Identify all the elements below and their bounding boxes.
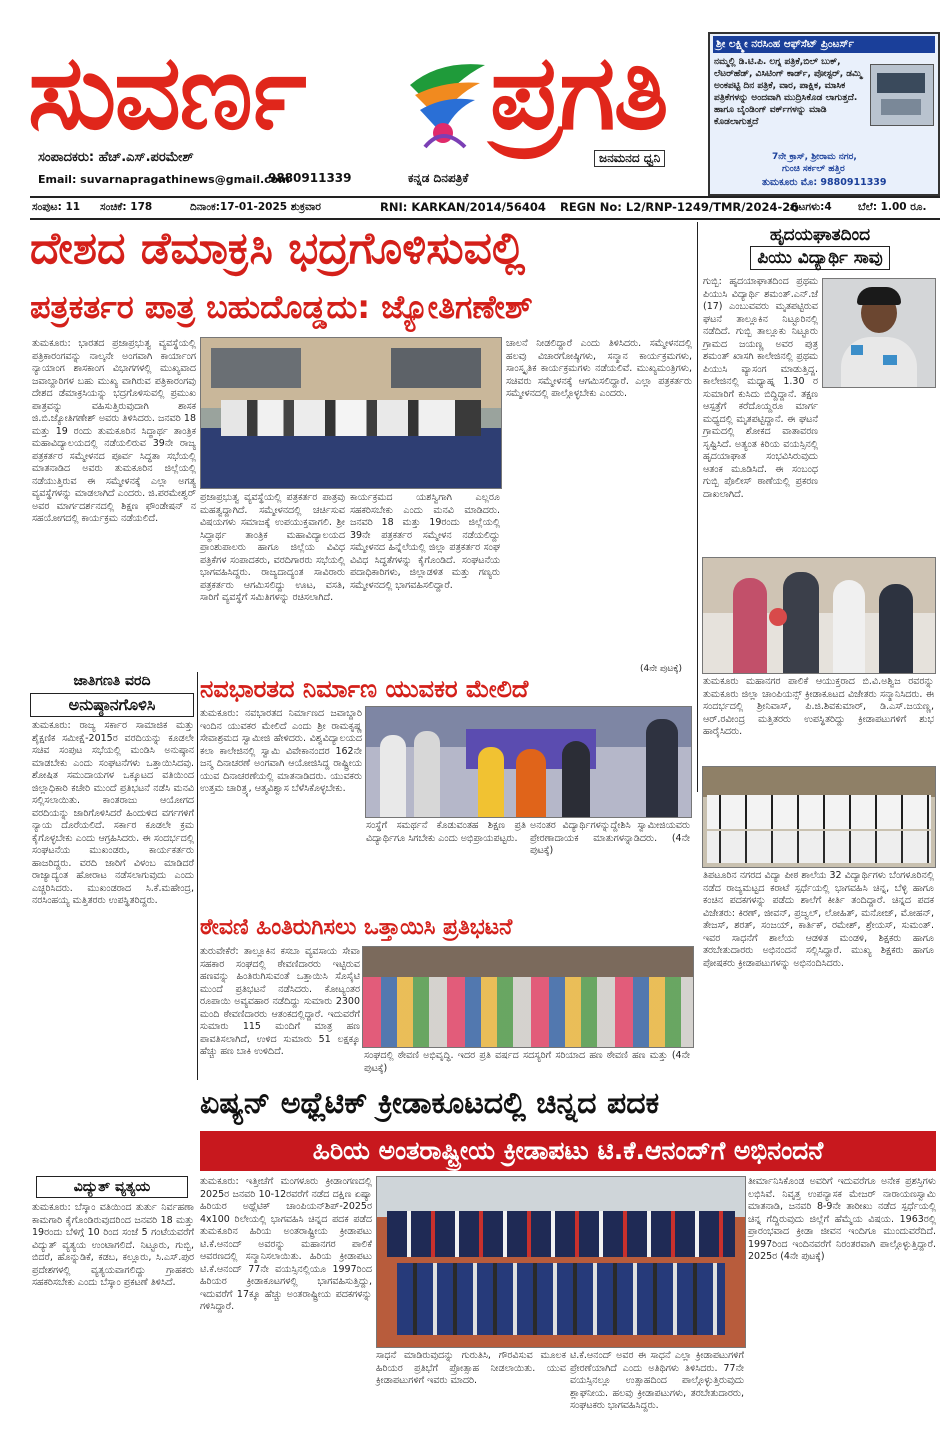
jathi-head: [30, 672, 194, 717]
sports-caption: ಸಾಧನೆ ಮಾಡಿರುವುದನ್ನು ಗುರುತಿಸಿ, ಗೌರವಿಸುವ ಮೂಲಕ ಹಿರಿಯರ ಪ್ರತಿಭೆಗೆ ಪ್ರೋತ್ಸಾಹ ನೀಡಲಾಯಿತು. ಯುವ ಕ್ರೀಡಾಪಟುಗಳಿಗೆ ಇವರು ಮಾದರಿ.: [376, 1350, 566, 1386]
lead-col-3: ಕಾರ್ಯಕ್ರಮದ ಯಶಸ್ವಿಗಾಗಿ ಎಲ್ಲರೂ ಸಹಕರಿಸಬೇಕು ಎಂದು ಮನವಿ ಮಾಡಿದರು. ಜನವರಿ 18 ಮತ್ತು 19ರಂದು ಜಿಲ್ಲೆಯಲ್ಲಿ 39ನೇ ಪತ್ರಕರ್ತರ ಸಮ್ಮೇಳನ ನಡೆಯಲಿದ್ದು ಸಮ್ಮೇಳನದ ಹಿನ್ನೆಲೆಯಲ್ಲಿ ಜಿಲ್ಲಾ ಪತ್ರಕರ್ತರ ಸಂಘ ವಿವಿಧ ಸಿದ್ಧತೆಗಳನ್ನು ಕೈಗೊಂಡಿದೆ. ಸಂಘಟನೆಯ ಪದಾಧಿಕಾರಿಗಳು, ಜಿಲ್ಲಾಡಳಿತ ಮತ್ತು ಗಣ್ಯರು ಸಮ್ಮೇಳನದಲ್ಲಿ ಭಾಗವಹಿಸಲಿದ್ದಾರೆ.: [350, 492, 500, 591]
lead-photo: [200, 337, 502, 489]
youth-caption-1: ಸಂಸ್ಥೆಗೆ ಸಮರ್ಥನೆ ಕೊಡುವಂತಹ ಶಿಕ್ಷಣ ಪ್ರತಿ ವಿದ್ಯಾರ್ಥಿಗೂ ಸಿಗಬೇಕು ಎಂದು ಅಭಿಪ್ರಾಯಪಟ್ಟರು.: [366, 820, 526, 844]
email: Email: suvarnapragathinews@gmail.com: [38, 173, 290, 186]
youth-headline: ನವಭಾರತದ ನಿರ್ಮಾಣ ಯುವಕರ ಮೇಲಿದೆ: [200, 675, 529, 703]
ad-address2: ಗುಂಚಿ ಸರ್ಕಲ್ ಹತ್ತಿರ: [782, 164, 845, 174]
printer-ad: [708, 32, 940, 196]
pages: ಪುಟಗಳು:4: [790, 201, 832, 213]
karate-photo: [702, 766, 936, 868]
youth-photo: [365, 706, 692, 818]
info-bar-rule-top: [30, 196, 940, 198]
lead-headline-2: ಪತ್ರಕರ್ತರ ಪಾತ್ರ ಬಹುದೊಡ್ಡದು: ಜ್ಯೋತಿಗಣೇಶ್: [30, 288, 533, 326]
ad-address3: ತುಮಕೂರು ಮೊ: 9880911339: [762, 177, 887, 188]
student-photo: [822, 278, 936, 388]
protest-text: ತುರುವೇಕೆರೆ: ತಾಲ್ಲೂಕಿನ ಕಸಬಾ ವ್ಯವಸಾಯ ಸೇವಾ ಸಹಕಾರ ಸಂಘದಲ್ಲಿ ಠೇವಣಿದಾರರು ಇಟ್ಟಿರುವ ಹಣವನ್ನು ಹಿಂತಿರುಗಿಸುವಂತೆ ಒತ್ತಾಯಿಸಿ ಸೊಸೈಟಿ ಮುಂದೆ ಪ್ರತಿಭಟನೆ ನಡೆಸಿದರು. ಕೋಟ್ಯಂತರ ರೂಪಾಯಿ ಅವ್ಯವಹಾರ ನಡೆದಿದ್ದು ಸುಮಾರು 2300 ಮಂದಿ ಠೇವಣಿದಾರರು ಆತಂಕದಲ್ಲಿದ್ದಾರೆ. ಇದುವರೆಗೆ ಸುಮಾರು 115 ಮಂದಿಗೆ ಮಾತ್ರ ಹಣ ಪಾವತಿಸಲಾಗಿದೆ, ಉಳಿದ ಸುಮಾರು 51 ಲಕ್ಷಕ್ಕೂ ಹೆಚ್ಚು ಹಣ ಬಾಕಿ ಉಳಿದಿದೆ.: [200, 946, 360, 1057]
protest-photo: [362, 946, 694, 1048]
sports-photo: [376, 1176, 746, 1348]
info-bar: [30, 199, 940, 217]
right-story-head-1: ಹೃದಯಘಾತದಿಂದ: [769, 225, 871, 245]
sports-col-3: ಟಿ.ಕೆ.ಆನಂದ್ ಅವರ ಈ ಸಾಧನೆ ಎಲ್ಲಾ ಕ್ರೀಡಾಪಟುಗಳಿಗೆ ಪ್ರೇರಣೆಯಾಗಿದೆ ಎಂದು ಅತಿಥಿಗಳು ತಿಳಿಸಿದರು. 77ನೇ ವಯಸ್ಸಿನಲ್ಲೂ ಉತ್ಸಾಹದಿಂದ ಪಾಲ್ಗೊಳ್ಳುತ್ತಿರುವುದು ಶ್ಲಾಘನೀಯ. ಹಲವು ಕ್ರೀಡಾಪಟುಗಳು, ತರಬೇತುದಾರರು, ಸಂಘಟಕರು ಭಾಗವಹಿಸಿದ್ದರು.: [570, 1350, 744, 1411]
ad-body: ನಮ್ಮಲ್ಲಿ ಡಿ.ಟಿ.ಪಿ. ಲಗ್ನ ಪತ್ರಿಕೆ,ಬಿಲ್ ಬುಕ್, ಲೆಟರ್‌ಹೆಡ್, ವಿಸಿಟಿಂಗ್ ಕಾರ್ಡ್, ಪೋಸ್ಟರ್, ಡಮ್ಮಿ ಅಂಕಪಟ್ಟಿ ದಿನ ಪತ್ರಿಕೆ, ವಾರ, ಪಾಕ್ಷಿಕ, ಮಾಸಿಕ ಪತ್ರಿಕೆಗಳನ್ನು ಅಂದವಾಗಿ ಮುದ್ರಿಸಿಕೊಡ ಲಾಗುತ್ತದೆ. ಹಾಗೂ ಬೈಂಡಿಂಗ್ ವರ್ಕ್‌ಗಳನ್ನು ಮಾಡಿ ಕೊಡಲಾಗುತ್ತದೆ: [714, 57, 862, 127]
sports-col-4: ತೀರ್ಮಾನಿಸಿಕೊಂಡ ಅವರಿಗೆ ಇದುವರೆಗೂ ಅನೇಕ ಪ್ರಶಸ್ತಿಗಳು ಲಭಿಸಿವೆ. ನಿವೃತ್ತ ಉಪನ್ಯಾಸಕ ಮೇಜರ್ ನಾರಾಯಣಸ್ವಾಮಿ ಮಾತನಾಡಿ, ಜನವರಿ 8-9ನೇ ತಾರೀಖು ನಡೆದ ಸ್ಪರ್ಧೆಯಲ್ಲಿ ಚಿನ್ನ ಗೆದ್ದಿರುವುದು ಜಿಲ್ಲೆಗೆ ಹೆಮ್ಮೆಯ ವಿಷಯ. 1963ರಲ್ಲಿ ಪ್ರಾರಂಭವಾದ ಕ್ರೀಡಾ ಜೀವನ ಇಂದಿಗೂ ಮುಂದುವರೆದಿದೆ. 1997ರಿಂದ ಇಂದಿನವರೆಗೆ ನಿರಂತರವಾಗಿ ಪಾಲ್ಗೊಳ್ಳುತ್ತಿದ್ದಾರೆ. 2025ರ (4ನೇ ಪುಟಕ್ಕೆ): [748, 1176, 936, 1262]
felicitation-caption: ತುಮಕೂರು ಮಹಾನಗರ ಪಾಲಿಕೆ ಆಯುಕ್ತರಾದ ಬಿ.ವಿ.ಅಶ್ವಿಜ ರವರನ್ನು ತುಮಕೂರು ಜಿಲ್ಲಾ ಚಾಂಪಿಯನ್ಸ್ ಕ್ರೀಡಾಕೂಟದ ವಿಜೇತರು ಸನ್ಮಾನಿಸಿದರು. ಈ ಸಂದರ್ಭದಲ್ಲಿ ಶ್ರೀನಿವಾಸ್, ಪಿ.ಜಿ.ಶಿವಕುಮಾರ್, ಡಿ.ಎಸ್.ಜಯಣ್ಣ, ಆರ್.ರವೀಂದ್ರ ಮತ್ತಿತರರು ಉಪಸ್ಥಿತರಿದ್ದು ಕ್ರೀಡಾಪಟುಗಳಿಗೆ ಶುಭ ಹಾರೈಸಿದರು.: [703, 676, 934, 737]
printer-illustration: [870, 64, 934, 126]
info-bar-rule-bottom: [30, 218, 940, 220]
price: ಬೆಲೆ: 1.00 ರೂ.: [858, 201, 927, 213]
masthead-title-right: ಪ್ರಗತಿ: [490, 31, 667, 153]
issue: ಸಂಚಿಕೆ: 178: [100, 201, 153, 213]
protest-headline: ಠೇವಣಿ ಹಿಂತಿರುಗಿಸಲು ಒತ್ತಾಯಿಸಿ ಪ್ರತಿಭಟನೆ: [200, 915, 513, 940]
sports-headline-1: ಏಷ್ಯನ್ ಅಥ್ಲೆಟಿಕ್ ಕ್ರೀಡಾಕೂಟದಲ್ಲಿ ಚಿನ್ನದ ಪದಕ: [200, 1086, 660, 1121]
paper-type: ಕನ್ನಡ ದಿನಪತ್ರಿಕೆ: [408, 171, 469, 185]
right-column-rule: [697, 222, 698, 792]
editor-line: ಸಂಪಾದಕರು: ಹೆಚ್.ಎಸ್.ಪರಮೇಶ್: [38, 150, 194, 165]
power-head: ವಿದ್ಯುತ್ ವ್ಯತ್ಯಯ: [36, 1176, 188, 1198]
lead-col-4: ಚಾಲನೆ ನೀಡಲಿದ್ದಾರೆ ಎಂದು ತಿಳಿಸಿದರು. ಸಮ್ಮೇಳನದಲ್ಲಿ ಹಲವು ವಿಚಾರಗೋಷ್ಠಿಗಳು, ಸನ್ಮಾನ ಕಾರ್ಯಕ್ರಮಗಳು, ಸಾಂಸ್ಕೃತಿಕ ಕಾರ್ಯಕ್ರಮಗಳು ನಡೆಯಲಿವೆ. ಮುಖ್ಯಮಂತ್ರಿಗಳು, ಸಚಿವರು ಸಮ್ಮೇಳನಕ್ಕೆ ಆಗಮಿಸಲಿದ್ದಾರೆ. ಎಲ್ಲಾ ಪತ್ರಕರ್ತರು ಸಮ್ಮೇಳನದಲ್ಲಿ ಪಾಲ್ಗೊಳ್ಳಬೇಕು ಎಂದರು.: [506, 338, 692, 399]
lead-col-2: ಪ್ರಜಾಪ್ರಭುತ್ವ ವ್ಯವಸ್ಥೆಯಲ್ಲಿ ಪತ್ರಕರ್ತರ ಪಾತ್ರವು ಮಹತ್ವದ್ದಾಗಿದೆ. ಸಮ್ಮೇಳನದಲ್ಲಿ ಚರ್ಚಿಸುವ ವಿಷಯಗಳು ಸಮಾಜಕ್ಕೆ ಉಪಯುಕ್ತವಾಗಲಿ. ಶ್ರೀ ಸಿದ್ಧಾರ್ಥ ತಾಂತ್ರಿಕ ಮಹಾವಿದ್ಯಾಲಯದ ಪ್ರಾಂಶುಪಾಲರು ಹಾಗೂ ಜಿಲ್ಲೆಯ ವಿವಿಧ ಪತ್ರಿಕೆಗಳ ಸಂಪಾದಕರು, ವರದಿಗಾರರು ಸಭೆಯಲ್ಲಿ ಭಾಗವಹಿಸಿದ್ದರು. ರಾಜ್ಯದಾದ್ಯಂತ ಸಾವಿರಾರು ಪತ್ರಕರ್ತರು ಆಗಮಿಸಲಿದ್ದು ಊಟ, ವಸತಿ, ಸಾರಿಗೆ ವ್ಯವಸ್ಥೆಗೆ ಸಮಿತಿಗಳನ್ನು ರಚಿಸಲಾಗಿದೆ.: [200, 492, 345, 603]
jathi-head-1: ಜಾತಿಗಣತಿ ವರದಿ: [73, 673, 151, 689]
lead-headline-1: ದೇಶದ ಡೆಮಾಕ್ರಸಿ ಭದ್ರಗೊಳಿಸುವಲ್ಲಿ: [30, 223, 526, 274]
sports-headline-2: ಹಿರಿಯ ಅಂತರಾಷ್ಟ್ರೀಯ ಕ್ರೀಡಾಪಟು ಟಿ.ಕೆ.ಆನಂದ್‌ಗೆ ಅಭಿನಂದನೆ: [200, 1131, 936, 1171]
date: ದಿನಾಂಕ:17-01-2025 ಶುಕ್ರವಾರ: [190, 201, 321, 213]
volume: ಸಂಪುಟ: 11: [32, 201, 81, 213]
lead-col-1: ತುಮಕೂರು: ಭಾರತದ ಪ್ರಜಾಪ್ರಭುತ್ವ ವ್ಯವಸ್ಥೆಯಲ್ಲಿ ಪತ್ರಿಕಾರಂಗವನ್ನು ನಾಲ್ಕನೇ ಅಂಗವಾಗಿ ಕಾರ್ಯಾಂಗ ನ್ಯಾಯಾಂಗ ಶಾಸಕಾಂಗ ವಿಭಾಗಗಳಲ್ಲಿ ಮುಖ್ಯವಾದ ಜವಾಬ್ದಾರಿಗಳ ಬಹು ಮುಖ್ಯ ವಾಗಿರುವ ಪತ್ರಿಕಾರಂಗವು ದೇಶದ ಡೆಮಾಕ್ರಸಿಯನ್ನು ಭದ್ರಗೊಳಿಸುವಲ್ಲಿ ಪ್ರಮುಖ ಪಾತ್ರವನ್ನು ವಹಿಸುತ್ತಿರುವುದಾಗಿ ಶಾಸಕ ಜಿ.ಬಿ.ಜ್ಯೋತಿಗಣೇಶ್ ಅವರು ತಿಳಿಸಿದರು. ಜನವರಿ 18 ಮತ್ತು 19 ರಂದು ತುಮಕೂರಿನ ಸಿದ್ಧಾರ್ಥ ತಾಂತ್ರಿಕ ಮಹಾವಿದ್ಯಾಲಯದಲ್ಲಿ ನಡೆಯಲಿರುವ 39ನೇ ರಾಜ್ಯ ಪತ್ರಕರ್ತರ ಸಮ್ಮೇಳನದ ಪೂರ್ವ ಸಿದ್ಧತಾ ಸಭೆಯಲ್ಲಿ ಮಾತನಾಡಿದ ಅವರು ತುಮಕೂರಿನ ಜಿಲ್ಲೆಯಲ್ಲಿ ನಡೆಯುತ್ತಿರುವ ಈ ಸಮ್ಮೇಳನಕ್ಕೆ ಎಲ್ಲಾ ಅಗತ್ಯ ವ್ಯವಸ್ಥೆಗಳನ್ನು ಮಾಡಲಾಗಿದೆ ಎಂದರು. ಜಿ.ಪರಮೇಶ್ವರ್ ಅವರ ಮಾರ್ಗದರ್ಶನದಲ್ಲಿ ಶಿಕ್ಷಣ ಫೌಂಡೇಷನ್ ನ ಸಹಯೋಗದಲ್ಲಿ ಕಾರ್ಯಕ್ರಮ ನಡೆಯಲಿದೆ.: [32, 338, 196, 524]
jathi-head-2: ಅನುಷ್ಠಾನಗೊಳಿಸಿ: [30, 693, 194, 717]
rni: RNI: KARKAN/2014/56404: [380, 200, 546, 214]
lead-continued: (4ನೇ ಪುಟಕ್ಕೆ): [640, 664, 683, 674]
phone: 9880911339: [268, 171, 352, 185]
youth-caption-2: ಅನಂತರ ವಿದ್ಯಾರ್ಥಿಗಳನ್ನುದ್ದೇಶಿಸಿ ಸ್ವಾಮೀಜಿಯವರು ಪ್ರೇರಣಾದಾಯಕ ಮಾತುಗಳನ್ನಾಡಿದರು. (4ನೇ ಪುಟಕ್ಕೆ): [530, 820, 690, 856]
right-story-text: ಗುಬ್ಬಿ: ಹೃದಯಾಘಾತದಿಂದ ಪ್ರಥಮ ಪಿಯುಸಿ ವಿದ್ಯಾರ್ಥಿ ಶಮಂತ್.ಎನ್.ಜೆ (17) ಎಂಬುವವರು ಮೃತಪಟ್ಟಿರುವ ಘಟನೆ ತಾಲ್ಲೂಕಿನ ನಿಟ್ಟೂರಿನಲ್ಲಿ ನಡೆದಿದೆ. ಗುಬ್ಬಿ ತಾಲ್ಲೂಕು ನಿಟ್ಟೂರು ಗ್ರಾಮದ ಜಯಣ್ಣ ಅವರ ಪುತ್ರ ಶಮಂತ್ ಖಾಸಗಿ ಕಾಲೇಜಿನಲ್ಲಿ ಪ್ರಥಮ ಪಿಯುಸಿ ವ್ಯಾಸಂಗ ಮಾಡುತ್ತಿದ್ದ. ಕಾಲೇಜಿನಲ್ಲಿ ಮಧ್ಯಾಹ್ನ 1.30 ರ ಸುಮಾರಿಗೆ ಕುಸಿದು ಬಿದ್ದಿದ್ದಾನೆ. ತಕ್ಷಣ ಆಸ್ಪತ್ರೆಗೆ ಕರೆದೊಯ್ದರೂ ಮಾರ್ಗ ಮಧ್ಯದಲ್ಲಿ ಮೃತಪಟ್ಟಿದ್ದಾನೆ. ಈ ಘಟನೆ ಗ್ರಾಮದಲ್ಲಿ ಶೋಕದ ವಾತಾವರಣ ಸೃಷ್ಟಿಸಿದೆ. ಅತ್ಯಂತ ಕಿರಿಯ ವಯಸ್ಸಿನಲ್ಲಿ ಹೃದಯಾಘಾತ ಸಂಭವಿಸಿರುವುದು ಆತಂಕ ಮೂಡಿಸಿದೆ. ಈ ಸಂಬಂಧ ಗುಬ್ಬಿ ಪೊಲೀಸ್ ಠಾಣೆಯಲ್ಲಿ ಪ್ರಕರಣ ದಾಖಲಾಗಿದೆ.: [703, 276, 818, 500]
masthead-title-left: ಸುವರ್ಣ: [28, 31, 305, 153]
masthead: [0, 0, 945, 196]
tagline: ಜನಮನದ ಧ್ವನಿ: [594, 150, 665, 167]
ad-title: ಶ್ರೀ ಲಕ್ಷ್ಮೀ ನರಸಿಂಹ ಆಫ್‌ಸೆಟ್ ಪ್ರಿಂಟರ್ಸ್: [713, 36, 935, 53]
sports-col-1: ತುಮಕೂರು: ಇತ್ತೀಚೆಗೆ ಮಂಗಳೂರು ಕ್ರೀಡಾಂಗಣದಲ್ಲಿ 2025ರ ಜನವರಿ 10-12ರವರೆಗೆ ನಡೆದ ದಕ್ಷಿಣ ಏಷ್ಯಾ ಹಿರಿಯರ ಅಥ್ಲೆಟಿಕ್ ಚಾಂಪಿಯನ್‌ಶಿಪ್-2025ರ 4x100 ರಿಲೇಯಲ್ಲಿ ಭಾಗವಹಿಸಿ ಚಿನ್ನದ ಪದಕ ಪಡೆದ ತುಮಕೂರಿನ ಹಿರಿಯ ಅಂತರಾಷ್ಟ್ರೀಯ ಕ್ರೀಡಾಪಟು ಟಿ.ಕೆ.ಆನಂದ್ ಅವರನ್ನು ಮಹಾನಗರ ಪಾಲಿಕೆ ಆವರಣದಲ್ಲಿ ಸನ್ಮಾನಿಸಲಾಯಿತು. ಹಿರಿಯ ಕ್ರೀಡಾಪಟು ಟಿ.ಕೆ.ಆನಂದ್ 77ನೇ ವಯಸ್ಸಿನಲ್ಲಿಯೂ 1997ರಿಂದ ಹಿರಿಯರ ಕ್ರೀಡಾಕೂಟಗಳಲ್ಲಿ ಭಾಗವಹಿಸುತ್ತಿದ್ದು, ಇದುವರೆಗೆ 17ಕ್ಕೂ ಹೆಚ್ಚು ಅಂತರಾಷ್ಟ್ರೀಯ ಪದಕಗಳನ್ನು ಗಳಿಸಿದ್ದಾರೆ.: [200, 1176, 372, 1312]
right-story-head-2: ಪಿಯು ವಿದ್ಯಾರ್ಥಿ ಸಾವು: [750, 246, 889, 270]
ad-address1: 7ನೇ ಕ್ರಾಸ್, ಶ್ರೀರಾಮ ನಗರ,: [772, 152, 857, 162]
karate-caption: ತಿಪಟೂರಿನ ನಗರದ ವಿದ್ಯಾ ಪೀಠ ಶಾಲೆಯ 32 ವಿದ್ಯಾರ್ಥಿಗಳು ಬೆಂಗಳೂರಿನಲ್ಲಿ ನಡೆದ ರಾಜ್ಯಮಟ್ಟದ ಕರಾಟೆ ಸ್ಪರ್ಧೆಯಲ್ಲಿ ಭಾಗವಹಿಸಿ ಚಿನ್ನ, ಬೆಳ್ಳಿ ಹಾಗೂ ಕಂಚಿನ ಪದಕಗಳನ್ನು ಪಡೆದು ಶಾಲೆಗೆ ಕೀರ್ತಿ ತಂದಿದ್ದಾರೆ. ಚಿನ್ನದ ಪದಕ ವಿಜೇತರು: ಕಿರಣ್, ಜೀವನ್, ಪ್ರಜ್ವಲ್, ಲೋಹಿತ್, ಮನೋಜ್, ಮೋಹನ್, ತೇಜಸ್, ಶರತ್, ಸಂಜಯ್, ಕಾರ್ತಿಕ್, ರಮೇಶ್, ಶ್ರೇಯಸ್, ಸುಮಂತ್. ಇವರ ಸಾಧನೆಗೆ ಶಾಲೆಯ ಆಡಳಿತ ಮಂಡಳಿ, ಶಿಕ್ಷಕರು ಹಾಗೂ ತರಬೇತುದಾರರು ಅಭಿನಂದನೆ ಸಲ್ಲಿಸಿದ್ದಾರೆ. ಮುಖ್ಯ ಶಿಕ್ಷಕರು ಹಾಗೂ ಪೋಷಕರು ಕ್ರೀಡಾಪಟುಗಳನ್ನು ಅಭಿನಂದಿಸಿದರು.: [703, 870, 934, 969]
jathi-text: ತುಮಕೂರು: ರಾಜ್ಯ ಸರ್ಕಾರ ಸಾಮಾಜಿಕ ಮತ್ತು ಶೈಕ್ಷಣಿಕ ಸಮೀಕ್ಷೆ-2015ರ ವರದಿಯನ್ನು ಕೂಡಲೇ ಸಚಿವ ಸಂಪುಟ ಸಭೆಯಲ್ಲಿ ಮಂಡಿಸಿ ಅನುಷ್ಠಾನ ಮಾಡಬೇಕು ಎಂದು ಸಂಘಟನೆಗಳು ಒತ್ತಾಯಿಸಿದವು. ಶೋಷಿತ ಸಮುದಾಯಗಳ ಒಕ್ಕೂಟದ ವತಿಯಿಂದ ಜಿಲ್ಲಾಧಿಕಾರಿ ಕಚೇರಿ ಮುಂದೆ ಪ್ರತಿಭಟನೆ ನಡೆಸಿ ಮನವಿ ಸಲ್ಲಿಸಲಾಯಿತು. ಕಾಂತರಾಜು ಆಯೋಗದ ವರದಿಯನ್ನು ಜಾರಿಗೊಳಿಸಿದರೆ ಹಿಂದುಳಿದ ವರ್ಗಗಳಿಗೆ ನ್ಯಾಯ ದೊರೆಯಲಿದೆ. ಸರ್ಕಾರ ಕೂಡಲೇ ಕ್ರಮ ಕೈಗೊಳ್ಳಬೇಕು ಎಂದು ಆಗ್ರಹಿಸಿದರು. ಈ ಸಂದರ್ಭದಲ್ಲಿ ಸಂಘಟನೆಯ ಮುಖಂಡರು, ಕಾರ್ಯಕರ್ತರು ಹಾಜರಿದ್ದರು. ವರದಿ ಜಾರಿಗೆ ವಿಳಂಬ ಮಾಡಿದರೆ ರಾಜ್ಯಾದ್ಯಂತ ಹೋರಾಟ ನಡೆಸಲಾಗುವುದು ಎಂದು ಎಚ್ಚರಿಸಿದರು. ಮುಖಂಡರಾದ ಸಿ.ಕೆ.ಮಹೇಂದ್ರ, ನರಸಿಂಹಯ್ಯ ಮತ್ತಿತರರು ಉಪಸ್ಥಿತರಿದ್ದರು.: [32, 720, 194, 906]
felicitation-photo: [702, 557, 936, 674]
regn: REGN No: L2/RNP-1249/TMR/2024-26: [560, 200, 799, 214]
left-sidebar-rule: [197, 672, 198, 1080]
masthead-logo: [395, 55, 490, 155]
protest-caption: ಸಂಘದಲ್ಲಿ ಠೇವಣಿ ಅಭಿವೃದ್ಧಿ. ಇದರ ಪ್ರತಿ ವರ್ಷದ ಸದಸ್ಯರಿಗೆ ಸರಿಯಾದ ಹಣ ಠೇವಣಿ ಹಣ ಮತ್ತು (4ನೇ ಪುಟಕ್ಕೆ): [364, 1050, 690, 1074]
right-story-head: [702, 224, 938, 272]
youth-text: ತುಮಕೂರು: ನವಭಾರತದ ನಿರ್ಮಾಣದ ಜವಾಬ್ದಾರಿ ಇಂದಿನ ಯುವಕರ ಮೇಲಿದೆ ಎಂದು ಶ್ರೀ ರಾಮಕೃಷ್ಣ ಸೇವಾಶ್ರಮದ ಸ್ವಾಮೀಜಿ ಹೇಳಿದರು. ವಿಶ್ವವಿದ್ಯಾಲಯದ ಕಲಾ ಕಾಲೇಜಿನಲ್ಲಿ ಸ್ವಾಮಿ ವಿವೇಕಾನಂದರ 162ನೇ ಜನ್ಮ ದಿನಾಚರಣೆ ಅಂಗವಾಗಿ ಆಯೋಜಿಸಿದ್ದ ರಾಷ್ಟ್ರೀಯ ಯುವ ದಿನಾಚರಣೆಯಲ್ಲಿ ಮಾತನಾಡಿದರು. ಯುವಕರು ಉತ್ತಮ ಚಾರಿತ್ರ್ಯ, ಆತ್ಮವಿಶ್ವಾಸ ಬೆಳೆಸಿಕೊಳ್ಳಬೇಕು.: [200, 708, 362, 794]
power-text: ತುಮಕೂರು: ಬೆಸ್ಕಾಂ ವತಿಯಿಂದ ತುರ್ತು ನಿರ್ವಹಣಾ ಕಾಮಗಾರಿ ಕೈಗೊಂಡಿರುವುದರಿಂದ ಜನವರಿ 18 ಮತ್ತು 19ರಂದು ಬೆಳಿಗ್ಗೆ 10 ರಿಂದ ಸಂಜೆ 5 ಗಂಟೆಯವರೆಗೆ ವಿದ್ಯುತ್ ವ್ಯತ್ಯಯ ಉಂಟಾಗಲಿದೆ. ನಿಟ್ಟೂರು, ಗುಬ್ಬಿ, ಬಿದರೆ, ಹೊನ್ನುಡಿಕೆ, ಕಡಬ, ಕಲ್ಲೂರು, ಸಿ.ಎಸ್.ಪುರ ಪ್ರದೇಶಗಳಲ್ಲಿ ವ್ಯತ್ಯಯವಾಗಲಿದ್ದು ಗ್ರಾಹಕರು ಸಹಕರಿಸಬೇಕು ಎಂದು ಬೆಸ್ಕಾಂ ಪ್ರಕಟಣೆ ತಿಳಿಸಿದೆ.: [32, 1202, 194, 1288]
